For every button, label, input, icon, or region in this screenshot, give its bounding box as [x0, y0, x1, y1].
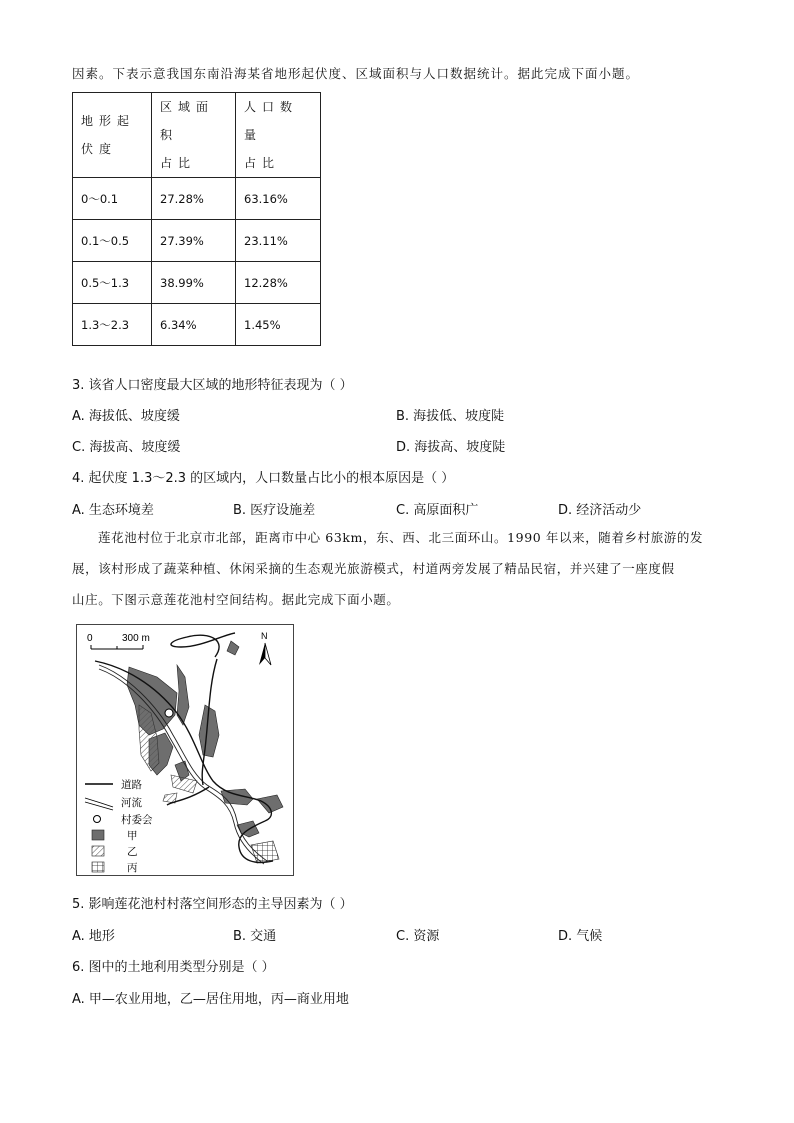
legend-type-c-symbol: [92, 862, 104, 872]
header-cell-population: 人口数量 占比: [236, 93, 321, 178]
header-cell-relief: 地形起 伏度: [73, 93, 152, 178]
intro-text: 因素。下表示意我国东南沿海某省地形起伏度、区域面积与人口数据统计。据此完成下面小题。: [72, 66, 640, 81]
table-row: [73, 304, 321, 346]
table-cell: 1.3～2.3: [73, 304, 152, 346]
village-map: [76, 624, 294, 876]
passage: [72, 522, 724, 615]
table-cell: 0.5～1.3: [73, 262, 152, 304]
question-3-option-c: C. 海拔高、坡度缓: [72, 440, 181, 455]
table-cell: 27.28%: [152, 178, 236, 220]
question-4-option-b: B. 医疗设施差: [233, 503, 316, 518]
question-4-stem: 4. 起伏度 1.3～2.3 的区域内，人口数量占比小的根本原因是（ ）: [72, 471, 455, 486]
table-cell: 1.45%: [236, 304, 321, 346]
table-cell: 27.39%: [152, 220, 236, 262]
legend-type-a-symbol: [92, 830, 104, 840]
question-6-option-a: A. 甲—农业用地，乙—居住用地，丙—商业用地: [72, 992, 349, 1007]
table-cell: 23.11%: [236, 220, 321, 262]
question-5-option-a: A. 地形: [72, 929, 115, 944]
question-3-stem: 3. 该省人口密度最大区域的地形特征表现为（ ）: [72, 378, 353, 393]
table-cell: 0～0.1: [73, 178, 152, 220]
table-cell: 0.1～0.5: [73, 220, 152, 262]
legend-river-label: 河流: [121, 798, 142, 809]
table-cell: 63.16%: [236, 178, 321, 220]
table-row: [73, 262, 321, 304]
header-cell-area: 区域面积 占比: [152, 93, 236, 178]
question-4-option-d: D. 经济活动少: [558, 503, 642, 518]
svg-text:300 m: 300 m: [122, 633, 150, 644]
passage-line-3: 山庄。下图示意莲花池村空间结构。据此完成下面小题。: [72, 592, 400, 607]
question-3-option-b: B. 海拔低、坡度陡: [396, 409, 505, 424]
table-header-row: [73, 93, 321, 178]
map-legend: [85, 778, 153, 874]
question-3-option-d: D. 海拔高、坡度陡: [396, 440, 506, 455]
question-5-stem: 5. 影响莲花池村村落空间形态的主导因素为（ ）: [72, 897, 353, 912]
village-committee-marker: [165, 709, 173, 717]
table-row: [73, 220, 321, 262]
legend-type-a-label: 甲: [127, 831, 138, 842]
terrain-population-table: [72, 92, 321, 346]
table-cell: 38.99%: [152, 262, 236, 304]
question-3-option-a: A. 海拔低、坡度缓: [72, 409, 180, 424]
question-6-stem: 6. 图中的土地利用类型分别是（ ）: [72, 960, 275, 975]
question-4-option-a: A. 生态环境差: [72, 503, 154, 518]
passage-line-1: 莲花池村位于北京市北部，距离市中心 63km，东、西、北三面环山。1990 年以来，随着乡村旅游的发: [98, 530, 704, 545]
passage-line-2: 展，该村形成了蔬菜种植、休闲采摘的生态观光旅游模式，村道两旁发展了精品民宿，并兴建了一座度假: [72, 561, 675, 576]
north-arrow-icon: [259, 631, 271, 665]
question-4-option-c: C. 高原面积广: [396, 503, 479, 518]
question-5-option-c: C. 资源: [396, 929, 440, 944]
question-5-option-d: D. 气候: [558, 929, 603, 944]
question-5-option-b: B. 交通: [233, 929, 277, 944]
table-row: [73, 178, 321, 220]
svg-text:N: N: [261, 631, 268, 641]
table-cell: 12.28%: [236, 262, 321, 304]
svg-text:0: 0: [87, 633, 93, 644]
legend-river-symbol: [85, 798, 113, 810]
legend-type-b-symbol: [92, 846, 104, 856]
table-cell: 6.34%: [152, 304, 236, 346]
legend-type-b-label: 乙: [127, 847, 138, 858]
legend-committee-label: 村委会: [121, 815, 153, 826]
legend-type-c-label: 丙: [127, 863, 138, 874]
legend-committee-symbol: [94, 816, 101, 823]
scale-bar: [87, 633, 150, 649]
legend-road-label: 道路: [121, 780, 142, 791]
